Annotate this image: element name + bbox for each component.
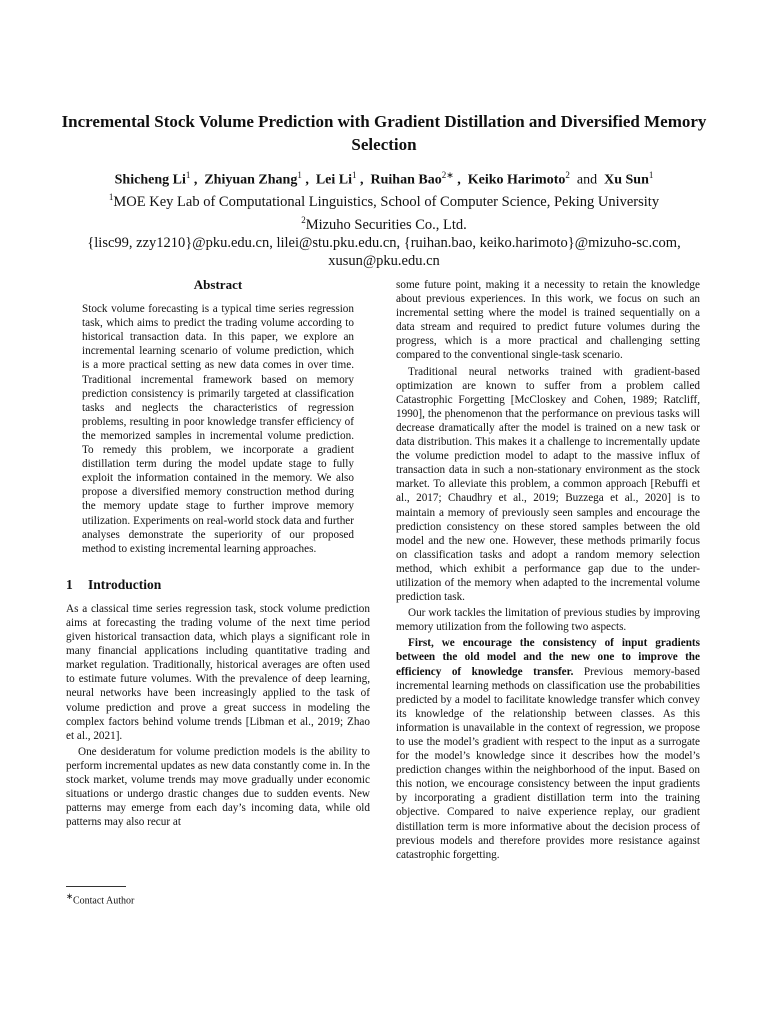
author-name: Zhiyuan Zhang <box>204 172 298 188</box>
section-title: Introduction <box>88 576 162 592</box>
affiliation-2 <box>40 211 728 234</box>
author-name: Lei Li <box>315 172 353 188</box>
intro-paragraph-2: One desideratum for volume prediction models is the ability to perform incremental updates as new data constantly come in. In the stock market, volume trends may move gradually under economic situations or undergo drastic changes due to sudden events. New patterns may emerge from each day’s incoming data, while old patterns may also recur at <box>66 745 370 829</box>
intro-paragraph-2-continued: some future point, making it a necessity to retain the knowledge about previous experiences. In this work, we focus on such an incremental setting where the model is trained sequentially on a data stream and required to predict future volumes during the progress, which is a more practical and challenging setting compared to the conventional single-task scenario. <box>396 279 700 362</box>
affiliation-text: Mizuho Securities Co., Ltd. <box>305 216 467 233</box>
section-number: 1 <box>66 576 73 592</box>
email-line-1: {lisc99, zzy1210}@pku.edu.cn, lilei@stu.pku.edu.cn, {ruihan.bao, keiko.harimoto}@mizuho-sc.com, <box>87 234 681 251</box>
author-affil-mark: 1 <box>648 170 654 180</box>
author-affil-mark: 1 <box>185 170 191 180</box>
author-affil-mark: 1 <box>352 170 357 180</box>
affiliation-text: MOE Key Lab of Computational Linguistics, School of Computer Science, Peking University <box>113 193 660 210</box>
intro-paragraph-5-rest: Previous memory-based incremental learning methods on classification use the probabilities predicted by a model to facilitate knowledge transfer which convey its knowledge of the relationship between classes. As this information is unavailable in the context of regression, we propose to use the model’s gradient with respect to the input as a surrogate for the model’s knowledge since it describes how the model’s prediction changes within the neighborhood of the input. Based on this notion, we encourage consistency between the input gradients by incorporating a gradient distillation term into the training objective. Compared to naive experience replay, our gradient distillation term is more informative about the decision process of previous models and therefore provides more resistance against catastrophic forgetting. <box>396 665 700 861</box>
footnote-mark: ∗ <box>66 892 73 901</box>
abstract-text: Stock volume forecasting is a typical time series regression task, which aims to predict the trading volume according to historical transaction data. In this paper, we explore an incremental learning scenario of volume prediction, which is a more practical setting as new data comes in over time. Traditional incremental framework based on memory prediction consistency is primarily targeted at classification tasks and neglects the characteristics of regression problems, resulting in poor knowledge transfer efficiency of the memorized samples in incremental volume prediction. To remedy this problem, we incorporate a gradient distillation term during the model update stage to fully exploit the information contained in the memory. We also propose a diversified memory construction method during the memory update stage to further improve memory utilization. Experiments on real-world stock data and further analyses demonstrate the superiority of our proposed method to existing incremental learning approaches. <box>82 303 354 555</box>
footnote-text: Contact Author <box>72 895 135 907</box>
author-name: Keiko Harimoto <box>467 172 566 188</box>
affiliation-mark: 2 <box>301 214 306 225</box>
affiliation-1 <box>40 188 728 211</box>
intro-paragraph-5 <box>396 636 700 862</box>
footnote <box>66 886 370 907</box>
section-heading-introduction <box>66 578 370 592</box>
email-line-2: xusun@pku.edu.cn <box>328 252 440 269</box>
left-column <box>66 278 370 829</box>
author-name: Xu Sun <box>604 172 649 188</box>
author-affil-mark: 2 <box>565 170 570 180</box>
author-affil-mark: 2∗ <box>441 170 454 180</box>
intro-paragraph-3: Traditional neural networks trained with gradient-based optimization are known to suffer from a problem called Catastrophic Forgetting [McCloskey and Cohen, 1989; Ratcliff, 1990], the phenomenon that the performance on previous tasks will decrease dramatically after the model is trained on a new task or data distribution. This makes it a challenge to incrementally update the volume prediction model to adapt to the massive influx of transaction data in such a non-stationary environment as the stock market. To alleviate this problem, a common approach [Rebuffi et al., 2017; Chaudhry et al., 2019; Buzzega et al., 2020] is to maintain a memory of previously seen samples and encourage the prediction consistency on these stored samples between the old model and the new one. However, these methods primarily focus on classification tasks and adopt a random memory selection method, which exhibit a performance gap due to the under-utilization of the memory when adapted to the incremental volume prediction task. <box>396 365 700 604</box>
author-name: Ruihan Bao <box>370 172 442 188</box>
paper-title: Incremental Stock Volume Prediction with Gradient Distillation and Diversified Memory Selection <box>61 112 707 154</box>
author-list: Shicheng Li$^1$ , Zhiyuan Zhang$^1$ , Lei Li$^1$ , Ruihan Bao$^{2∗}$ , Keiko Harimoto$^2$ and Xu Sun$^1$ <box>114 170 654 188</box>
author-name: Shicheng Li <box>114 172 186 188</box>
right-column <box>396 278 700 862</box>
affiliation-mark: 1 <box>108 192 114 202</box>
affiliations <box>40 188 728 270</box>
author-and: and <box>576 172 598 188</box>
abstract-heading: Abstract <box>193 277 243 292</box>
footnote-rule <box>66 886 126 887</box>
intro-paragraph-1: As a classical time series regression task, stock volume prediction aims at forecasting the trading volume of the next time period given historical transaction data, which plays a significant role in many financial applications including quantitative trading and market regulation. Traditionally, historical averages are often used to estimate future volumes. With the prevalence of deep learning, neural networks have been increasingly applied to the task of volume prediction and prove a great success in modeling the complex factors behind volume trends [Libman et al., 2019; Zhao et al., 2021]. <box>66 602 370 742</box>
intro-paragraph-5-bold: First, we encourage the consistency of input gradients between the old model and the new one to improve the efficiency of knowledge transfer. <box>396 637 700 678</box>
intro-paragraph-4: Our work tackles the limitation of previous studies by improving memory utilization from the following two aspects. <box>396 607 700 634</box>
author-affil-mark: 1 <box>297 170 302 180</box>
